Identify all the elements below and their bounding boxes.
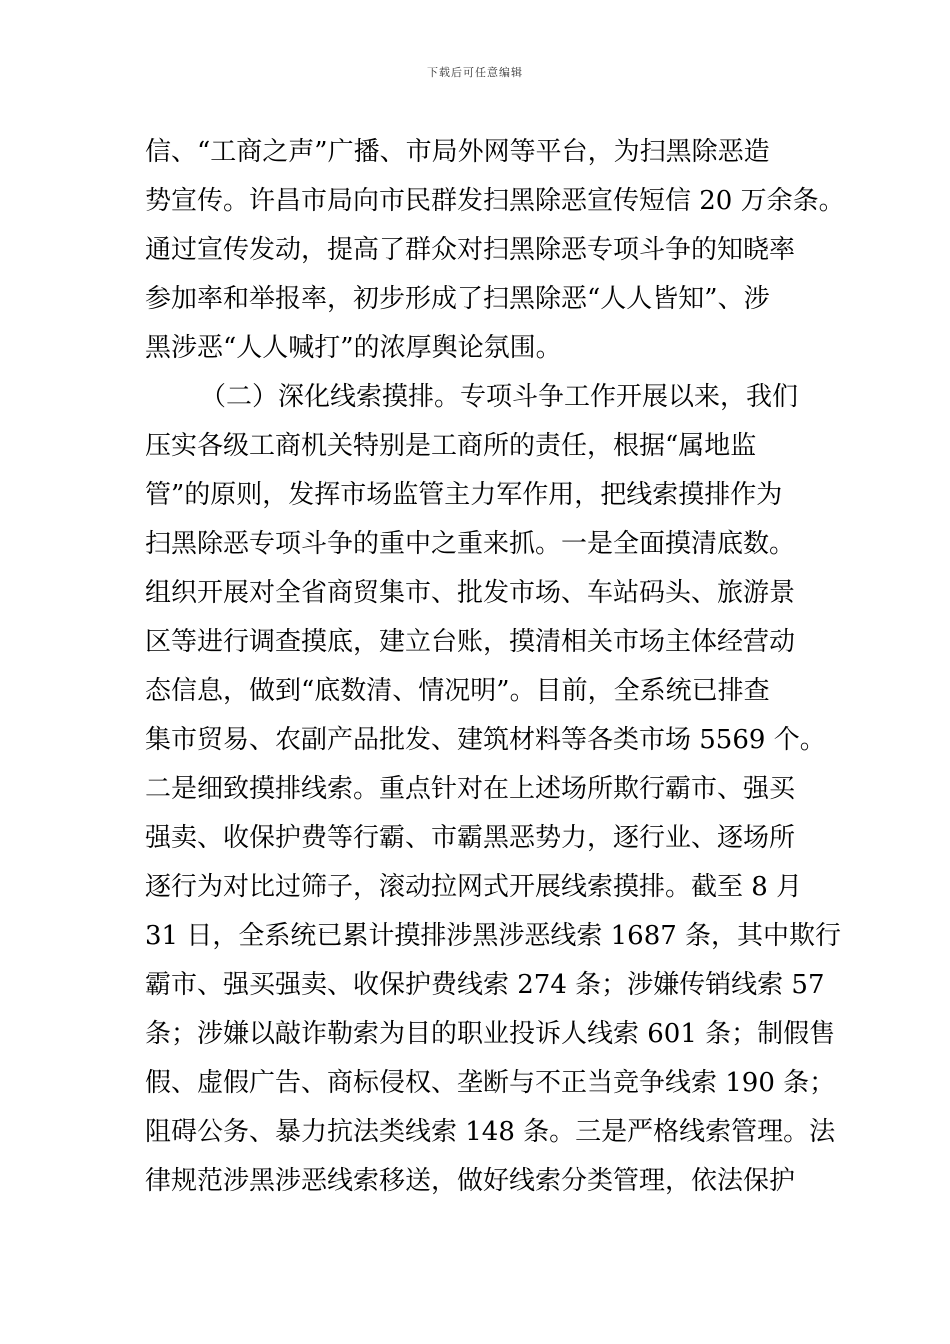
text-line: 阻碍公务、暴力抗法类线索 148 条。三是严格线索管理。法 (145, 1117, 836, 1147)
paragraph-start-line: （二）深化线索摸排。专项斗争工作开展以来，我们 (200, 382, 799, 412)
text-line: 霸市、强买强卖、收保护费线索 274 条；涉嫌传销线索 57 (145, 970, 825, 1000)
text-line: 律规范涉黑涉恶线索移送，做好线索分类管理，依法保护 (145, 1166, 796, 1196)
text-line: 通过宣传发动，提高了群众对扫黑除恶专项斗争的知晓率 (145, 235, 796, 265)
text-line: 假、虚假广告、商标侵权、垄断与不正当竞争线索 190 条； (145, 1068, 836, 1098)
text-line: 区等进行调查摸底，建立台账，摸清相关市场主体经营动 (145, 627, 796, 657)
text-line: 黑涉恶“人人喊打”的浓厚舆论氛围。 (145, 333, 562, 363)
text-line: 参加率和举报率，初步形成了扫黑除恶“人人皆知”、涉 (145, 284, 770, 314)
text-line: 态信息，做到“底数清、情况明”。目前，全系统已排查 (145, 676, 770, 706)
page-header: 下载后可任意编辑 (427, 66, 523, 79)
text-line: 二是细致摸排线索。重点针对在上述场所欺行霸市、强买 (145, 774, 796, 804)
text-line: 逐行为对比过筛子，滚动拉网式开展线索摸排。截至 8 月 (145, 872, 803, 902)
text-line: 集市贸易、农副产品批发、建筑材料等各类市场 5569 个。 (145, 725, 826, 755)
text-line: 强卖、收保护费等行霸、市霸黑恶势力，逐行业、逐场所 (145, 823, 796, 853)
text-line: 扫黑除恶专项斗争的重中之重来抓。一是全面摸清底数。 (145, 529, 796, 559)
text-line: 压实各级工商机关特别是工商所的责任，根据“属地监 (145, 431, 757, 461)
body-text (145, 128, 845, 1206)
text-line: 信、“工商之声”广播、市局外网等平台，为扫黑除恶造 (145, 137, 770, 167)
text-line: 势宣传。许昌市局向市民群发扫黑除恶宣传短信 20 万余条。 (145, 186, 845, 216)
text-line: 31 日，全系统已累计摸排涉黑涉恶线索 1687 条，其中欺行 (145, 921, 842, 951)
text-line: 条；涉嫌以敲诈勒索为目的职业投诉人线索 601 条；制假售 (145, 1019, 836, 1049)
text-line: 管”的原则，发挥市场监管主力军作用，把线索摸排作为 (145, 480, 783, 510)
text-line: 组织开展对全省商贸集市、批发市场、车站码头、旅游景 (145, 578, 796, 608)
